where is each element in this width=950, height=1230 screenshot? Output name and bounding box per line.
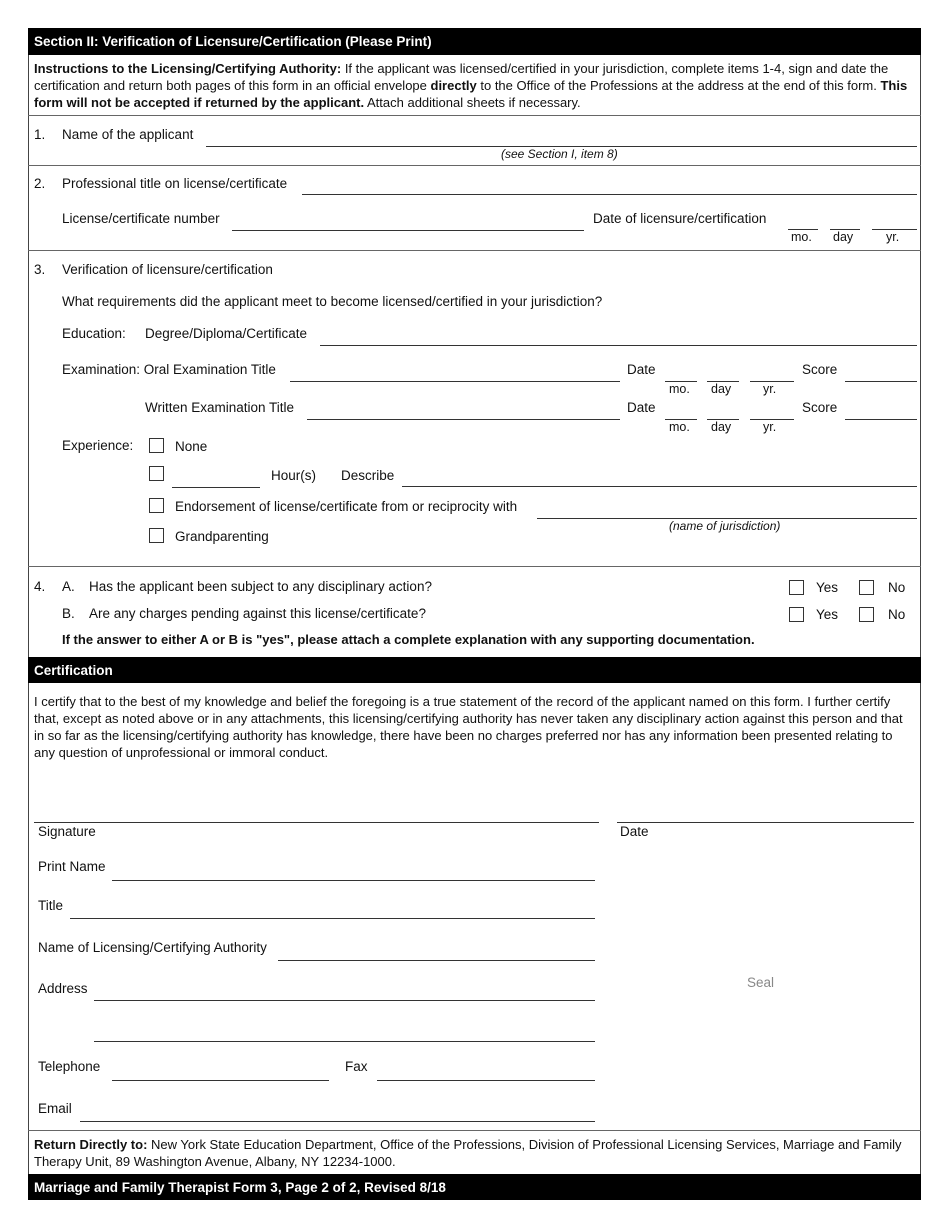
applicant-name-hint: (see Section I, item 8) — [501, 147, 618, 161]
divider — [28, 250, 921, 251]
degree-label: Degree/Diploma/Certificate — [145, 326, 308, 341]
explanation-note: If the answer to either A or B is "yes", please attach a complete explanation with any supporting documentation. — [62, 632, 755, 647]
written-exam-score-field[interactable] — [845, 419, 917, 420]
month-caption: mo. — [669, 382, 690, 396]
oral-exam-title-field[interactable] — [290, 381, 620, 382]
item-number: 1. — [34, 127, 46, 142]
section-header-text: Section II: Verification of Licensure/Certification (Please Print) — [34, 34, 432, 49]
jurisdiction-hint: (name of jurisdiction) — [669, 519, 781, 533]
address-field-line1[interactable] — [94, 1000, 595, 1001]
telephone-field[interactable] — [112, 1080, 329, 1081]
address-label: Address — [38, 981, 88, 996]
section-header — [28, 28, 921, 55]
license-number-label: License/certificate number — [62, 211, 220, 226]
email-label: Email — [38, 1101, 72, 1116]
title-label: Title — [38, 898, 64, 913]
fax-label: Fax — [345, 1059, 368, 1074]
signature-label: Signature — [38, 824, 96, 839]
instructions-lead: Instructions to the Licensing/Certifying Authority: — [34, 61, 342, 76]
divider — [28, 115, 921, 116]
telephone-label: Telephone — [38, 1059, 101, 1074]
grandparenting-label: Grandparenting — [175, 529, 269, 544]
experience-none-label: None — [175, 439, 208, 454]
experience-describe-field[interactable] — [402, 486, 917, 487]
certification-statement: I certify that to the best of my knowledge and belief the foregoing is a true statement of the record of the applicant named on this form. I further certify that, except as noted above or in any attachments, this licensing/certifying authority has never taken any disciplinary action against this person and that in so far as the licensing/certifying authority has knowledge, there have been no charges preferred nor has any information been presented relating to any question of unprofessional or immoral conduct. — [34, 694, 903, 760]
month-caption: mo. — [791, 230, 812, 244]
item-number: 3. — [34, 262, 46, 277]
fax-field[interactable] — [377, 1080, 595, 1081]
written-exam-title-field[interactable] — [307, 419, 620, 420]
day-caption: day — [711, 382, 732, 396]
divider — [28, 1130, 921, 1131]
experience-none-checkbox[interactable] — [149, 438, 164, 453]
form-footer — [28, 1174, 921, 1200]
experience-hours-field[interactable] — [172, 487, 260, 488]
written-exam-date-label: Date — [627, 400, 656, 415]
yes-label: Yes — [816, 607, 839, 622]
authority-label: Name of Licensing/Certifying Authority — [38, 940, 267, 955]
written-exam-score-label: Score — [802, 400, 838, 415]
instructions-directly: directly — [430, 78, 477, 93]
licensure-date-label: Date of licensure/certification — [593, 211, 767, 226]
disciplinary-question: Has the applicant been subject to any disciplinary action? — [89, 579, 432, 594]
professional-title-field[interactable] — [302, 194, 917, 195]
pending-charges-no-checkbox[interactable] — [859, 607, 874, 622]
year-caption: yr. — [763, 382, 777, 396]
grandparenting-checkbox[interactable] — [149, 528, 164, 543]
item-number: 2. — [34, 176, 46, 191]
divider — [28, 566, 921, 567]
pending-charges-question: Are any charges pending against this license/certificate? — [89, 606, 426, 621]
instructions-text-1: If the applicant was licensed/certified in your jurisdiction, complete items 1-4, sign and date the certification and return both pages of this form in an official envelope — [34, 61, 889, 93]
signature-date-label: Date — [620, 824, 649, 839]
degree-field[interactable] — [320, 345, 917, 346]
email-field[interactable] — [80, 1121, 595, 1122]
year-caption: yr. — [763, 420, 777, 434]
instructions — [34, 60, 916, 111]
yes-label: Yes — [816, 580, 839, 595]
endorsement-label: Endorsement of license/certificate from or reciprocity with — [175, 499, 518, 514]
return-address — [34, 1136, 916, 1170]
no-label: No — [888, 607, 906, 622]
question-a-letter: A. — [62, 579, 75, 594]
certification-header — [28, 657, 921, 683]
hours-label: Hour(s) — [271, 468, 317, 483]
question-b-letter: B. — [62, 606, 75, 621]
requirements-question: What requirements did the applicant meet to become licensed/certified in your jurisdiction? — [62, 294, 603, 309]
oral-exam-score-field[interactable] — [845, 381, 917, 382]
written-exam-label: Written Examination Title — [145, 400, 295, 415]
instructions-text-2: to the Office of the Professions at the address at the end of this form. — [476, 78, 881, 93]
signature-field[interactable] — [34, 822, 599, 823]
form-id: Marriage and Family Therapist Form 3, Page 2 of 2, Revised 8/18 — [34, 1179, 446, 1195]
pending-charges-yes-checkbox[interactable] — [789, 607, 804, 622]
license-number-field[interactable] — [232, 230, 584, 231]
authority-field[interactable] — [278, 960, 595, 961]
describe-label: Describe — [341, 468, 395, 483]
disciplinary-yes-checkbox[interactable] — [789, 580, 804, 595]
experience-hours-checkbox[interactable] — [149, 466, 164, 481]
signature-date-field[interactable] — [617, 822, 914, 823]
professional-title-label: Professional title on license/certificate — [62, 176, 288, 191]
item-number: 4. — [34, 579, 46, 594]
month-caption: mo. — [669, 420, 690, 434]
oral-exam-label: Examination: Oral Examination Title — [62, 362, 276, 377]
return-text: New York State Education Department, Office of the Professions, Division of Professional Licensing Services, Marriage and Family Therapy Unit, 89 Washington Avenue, Albany, NY 12234-1000. — [34, 1137, 902, 1169]
return-lead: Return Directly to: — [34, 1137, 148, 1152]
endorsement-checkbox[interactable] — [149, 498, 164, 513]
experience-label: Experience: — [62, 438, 134, 453]
applicant-name-label: Name of the applicant — [62, 127, 194, 142]
print-name-field[interactable] — [112, 880, 595, 881]
instructions-text-3: Attach additional sheets if necessary. — [364, 95, 581, 110]
education-label: Education: — [62, 326, 126, 341]
disciplinary-no-checkbox[interactable] — [859, 580, 874, 595]
oral-exam-date-label: Date — [627, 362, 656, 377]
day-caption: day — [833, 230, 854, 244]
address-field-line2[interactable] — [94, 1041, 595, 1042]
seal-label: Seal — [747, 975, 775, 990]
verification-label: Verification of licensure/certification — [62, 262, 273, 277]
day-caption: day — [711, 420, 732, 434]
year-caption: yr. — [886, 230, 900, 244]
certification-header-text: Certification — [34, 662, 113, 678]
no-label: No — [888, 580, 906, 595]
instructions-warning: This form will not be accepted if returned by the applicant. — [34, 78, 908, 110]
oral-exam-score-label: Score — [802, 362, 838, 377]
print-name-label: Print Name — [38, 859, 106, 874]
title-field[interactable] — [70, 918, 595, 919]
divider — [28, 165, 921, 166]
